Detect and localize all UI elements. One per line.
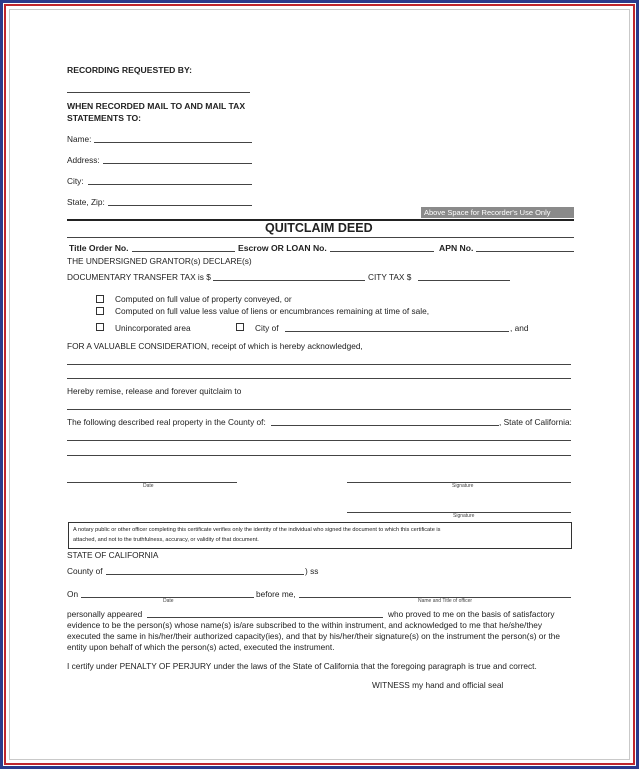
property-line-1[interactable] [67, 440, 571, 441]
witness-text: WITNESS my hand and official seal [372, 680, 504, 690]
ack-county-field[interactable] [106, 574, 304, 575]
transfer-tax-label: DOCUMENTARY TRANSFER TAX is $ [67, 272, 211, 282]
city-tax-label: CITY TAX $ [368, 272, 412, 282]
name-field[interactable] [94, 142, 252, 143]
apn-field[interactable] [476, 251, 574, 252]
grantor-declares: THE UNDERSIGNED GRANTOR(s) DECLARE(s) [67, 256, 252, 266]
recorder-use-banner: Above Space for Recorder's Use Only [421, 207, 574, 218]
address-label: Address: [67, 155, 100, 165]
document-title: QUITCLAIM DEED [265, 221, 373, 235]
title-order-label: Title Order No. [69, 243, 129, 253]
city-tax-field[interactable] [418, 280, 510, 281]
proved-text: who proved to me on the basis of satisfactory [388, 609, 555, 619]
signature-caption: Signature [452, 483, 474, 489]
full-value-checkbox[interactable] [96, 295, 104, 303]
evidence-text: evidence to be the person(s) whose name(s) is/are subscribed to the within instrument, and acknowledged to me that he/she/they [67, 620, 543, 630]
ss-label: ) ss [305, 566, 319, 576]
county-of-label: County of [67, 566, 103, 576]
personally-appeared-field[interactable] [147, 617, 383, 618]
entity-text: entity upon behalf of which the person(s) acted, executed the instrument. [67, 642, 335, 652]
executed-text: executed the same in his/her/their authorized capacity(ies), and that by his/her/their signature(s) on the instrument the person(s) or the [67, 631, 560, 641]
city-field[interactable] [88, 184, 252, 185]
state-zip-label: State, Zip: [67, 197, 105, 207]
notary-notice-box [68, 522, 572, 549]
city-label: City: [67, 176, 84, 186]
signature-caption-2: Signature [453, 513, 475, 519]
county-field[interactable] [271, 425, 499, 426]
city-of-checkbox[interactable] [236, 323, 244, 331]
recording-requested-line[interactable] [67, 92, 250, 93]
recording-requested-label: RECORDING REQUESTED BY: [67, 65, 192, 75]
apn-label: APN No. [439, 243, 474, 253]
on-label: On [67, 589, 79, 599]
less-value-checkbox[interactable] [96, 307, 104, 315]
date-caption: Date [143, 483, 154, 489]
transfer-tax-field[interactable] [213, 280, 365, 281]
less-value-label: Computed on full value less value of liens or encumbrances remaining at time of sale, [115, 306, 430, 316]
before-me-label: before me, [256, 589, 296, 599]
remise-text: Hereby remise, release and forever quitclaim to [67, 386, 242, 396]
grantee-line[interactable] [67, 409, 571, 410]
perjury-statement: I certify under PENALTY OF PERJURY under the laws of the State of California that the foregoing paragraph is true and correct. [67, 661, 537, 671]
notary-notice-line-1: A notary public or other officer completing this certificate verifies only the identity of the individual who signed the document to which this certificate is [73, 527, 441, 533]
unincorporated-checkbox[interactable] [96, 323, 104, 331]
state-of-california-label: , State of California: [499, 417, 572, 427]
property-line-2[interactable] [67, 455, 571, 456]
consideration-line-2[interactable] [67, 378, 571, 379]
title-order-field[interactable] [132, 251, 235, 252]
officer-caption: Name and Title of officer [418, 598, 473, 604]
escrow-label: Escrow OR LOAN No. [238, 243, 327, 253]
state-of-california: STATE OF CALIFORNIA [67, 550, 159, 560]
city-of-field[interactable] [285, 331, 509, 332]
personally-appeared-label: personally appeared [67, 609, 143, 619]
title-divider [67, 237, 574, 238]
when-recorded-label-1: WHEN RECORDED MAIL TO AND MAIL TAX [67, 101, 246, 111]
date-caption-2: Date [163, 598, 174, 604]
and-label: , and [510, 323, 529, 333]
unincorporated-label: Unincorporated area [115, 323, 191, 333]
property-county-label: The following described real property in the County of: [67, 417, 266, 427]
notary-notice-line-2: attached, and not to the truthfulness, accuracy, or validity of that document. [73, 537, 259, 543]
consideration-text: FOR A VALUABLE CONSIDERATION, receipt of which is hereby acknowledged, [67, 341, 363, 351]
escrow-field[interactable] [330, 251, 434, 252]
full-value-label: Computed on full value of property conveyed, or [115, 294, 292, 304]
consideration-line-1[interactable] [67, 364, 571, 365]
name-label: Name: [67, 134, 92, 144]
when-recorded-label-2: STATEMENTS TO: [67, 113, 141, 123]
city-of-label: City of [255, 323, 279, 333]
state-zip-field[interactable] [108, 205, 252, 206]
address-field[interactable] [103, 163, 252, 164]
